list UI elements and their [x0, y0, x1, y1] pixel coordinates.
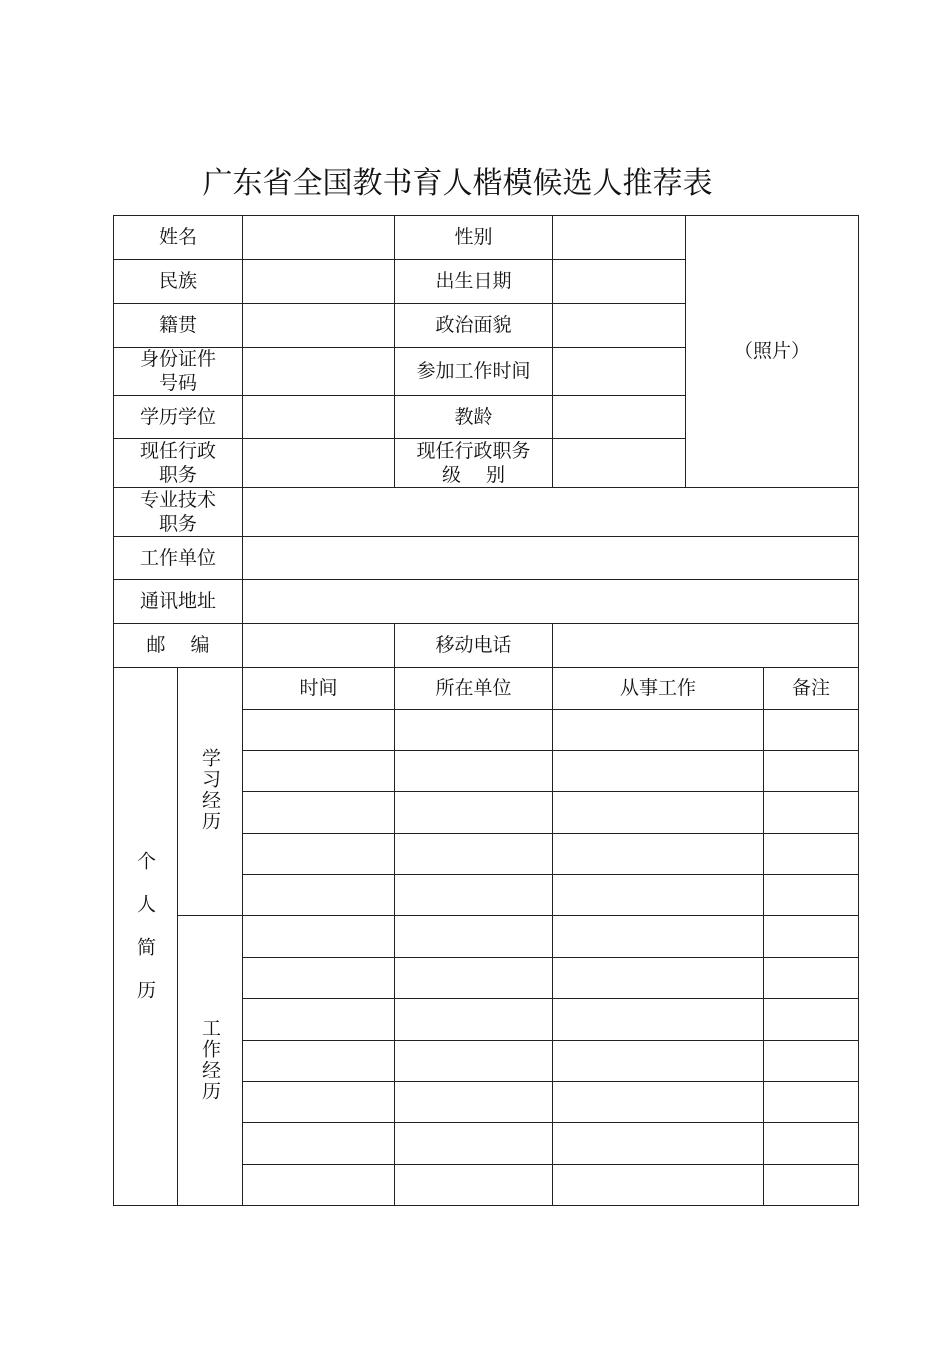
study-history-cell[interactable]	[243, 875, 394, 915]
admin-level-field[interactable]	[553, 438, 685, 487]
study-history-cell[interactable]	[764, 792, 858, 833]
tech-post-label-line2: 职务	[158, 512, 197, 535]
study-history-cell[interactable]	[243, 751, 394, 791]
study-history-cell[interactable]	[764, 751, 858, 791]
id-number-label-line1: 身份证件	[139, 348, 216, 370]
work-history-cell[interactable]	[395, 1041, 552, 1081]
mobile-field[interactable]	[553, 623, 858, 667]
tech-post-field[interactable]	[243, 487, 858, 536]
work-history-cell[interactable]	[553, 999, 763, 1040]
study-history-label: 学习经历	[199, 748, 221, 832]
study-history-cell[interactable]	[395, 834, 552, 874]
postcode-field[interactable]	[243, 623, 394, 667]
name-label: 姓名	[158, 226, 197, 248]
study-history-cell[interactable]	[243, 792, 394, 833]
work-history-cell[interactable]	[764, 1082, 858, 1122]
work-history-cell[interactable]	[395, 1082, 552, 1122]
work-history-cell[interactable]	[764, 1165, 858, 1205]
native-place-label: 籍贯	[158, 314, 197, 336]
postcode-label: 邮 编	[146, 634, 210, 656]
study-history-cell[interactable]	[764, 875, 858, 915]
study-history-cell[interactable]	[395, 792, 552, 833]
work-history-cell[interactable]	[553, 1165, 763, 1205]
study-history-cell[interactable]	[553, 834, 763, 874]
form-title: 广东省全国教书育人楷模候选人推荐表	[202, 166, 713, 201]
study-history-cell[interactable]	[243, 834, 394, 874]
column-header-work: 从事工作	[619, 677, 696, 699]
gender-field[interactable]	[553, 215, 685, 259]
work-history-cell[interactable]	[395, 958, 552, 998]
work-history-cell[interactable]	[553, 916, 763, 957]
work-history-cell[interactable]	[243, 1041, 394, 1081]
political-status-label: 政治面貌	[435, 314, 512, 336]
work-history-cell[interactable]	[243, 1165, 394, 1205]
gender-label: 性别	[454, 226, 493, 248]
work-history-cell[interactable]	[395, 999, 552, 1040]
id-number-label-line2: 号码	[158, 372, 197, 394]
work-history-cell[interactable]	[243, 1082, 394, 1122]
work-history-cell[interactable]	[764, 1041, 858, 1081]
column-header-remarks: 备注	[791, 677, 830, 699]
address-label: 通讯地址	[139, 590, 216, 612]
photo-placeholder[interactable]: （照片）	[733, 340, 810, 362]
work-history-cell[interactable]	[553, 1123, 763, 1164]
employer-field[interactable]	[243, 536, 858, 579]
work-history-cell[interactable]	[243, 916, 394, 957]
birth-date-field[interactable]	[553, 259, 685, 303]
address-field[interactable]	[243, 579, 858, 623]
tech-post-label-line1: 专业技术	[139, 488, 216, 511]
admin-post-label	[113, 438, 243, 487]
resume-section-label: 个人简历	[134, 851, 156, 1023]
study-history-cell[interactable]	[764, 834, 858, 874]
study-history-cell[interactable]	[395, 710, 552, 750]
teaching-years-label: 教龄	[454, 405, 493, 428]
ethnicity-field[interactable]	[243, 259, 394, 303]
name-field[interactable]	[243, 215, 394, 259]
employer-label: 工作单位	[139, 546, 216, 569]
work-history-cell[interactable]	[395, 916, 552, 957]
work-history-cell[interactable]	[395, 1123, 552, 1164]
work-history-cell[interactable]	[764, 916, 858, 957]
admin-post-label-line2: 职务	[158, 463, 197, 486]
work-history-cell[interactable]	[764, 1123, 858, 1164]
mobile-label: 移动电话	[435, 634, 512, 656]
work-history-cell[interactable]	[243, 1123, 394, 1164]
work-start-field[interactable]	[553, 347, 685, 395]
work-history-label: 工作经历	[199, 1018, 221, 1102]
work-start-label: 参加工作时间	[416, 360, 531, 382]
work-history-cell[interactable]	[553, 958, 763, 998]
work-history-cell[interactable]	[243, 958, 394, 998]
study-history-cell[interactable]	[553, 710, 763, 750]
admin-level-label-line1: 现任行政职务	[416, 439, 531, 462]
education-field[interactable]	[243, 395, 394, 438]
political-status-field[interactable]	[553, 303, 685, 347]
work-history-cell[interactable]	[764, 958, 858, 998]
ethnicity-label: 民族	[158, 270, 197, 292]
admin-level-label	[395, 438, 552, 487]
study-history-cell[interactable]	[764, 710, 858, 750]
study-history-cell[interactable]	[243, 710, 394, 750]
id-number-field[interactable]	[243, 347, 394, 395]
recommendation-form-table	[113, 215, 859, 1206]
study-history-cell[interactable]	[553, 875, 763, 915]
work-history-cell[interactable]	[553, 1041, 763, 1081]
native-place-field[interactable]	[243, 303, 394, 347]
work-history-cell[interactable]	[764, 999, 858, 1040]
tech-post-label	[113, 487, 243, 536]
column-header-unit: 所在单位	[435, 677, 512, 699]
teaching-years-field[interactable]	[553, 395, 685, 438]
work-history-cell[interactable]	[553, 1082, 763, 1122]
birth-date-label: 出生日期	[435, 270, 512, 292]
admin-post-field[interactable]	[243, 438, 394, 487]
admin-level-label-line2: 级 别	[441, 463, 506, 486]
work-history-cell[interactable]	[243, 999, 394, 1040]
study-history-cell[interactable]	[553, 751, 763, 791]
column-header-time: 时间	[299, 677, 338, 699]
study-history-cell[interactable]	[395, 751, 552, 791]
work-history-cell[interactable]	[395, 1165, 552, 1205]
study-history-cell[interactable]	[395, 875, 552, 915]
admin-post-label-line1: 现任行政	[139, 439, 216, 462]
education-label: 学历学位	[139, 405, 216, 428]
id-number-label	[113, 347, 243, 395]
study-history-cell[interactable]	[553, 792, 763, 833]
